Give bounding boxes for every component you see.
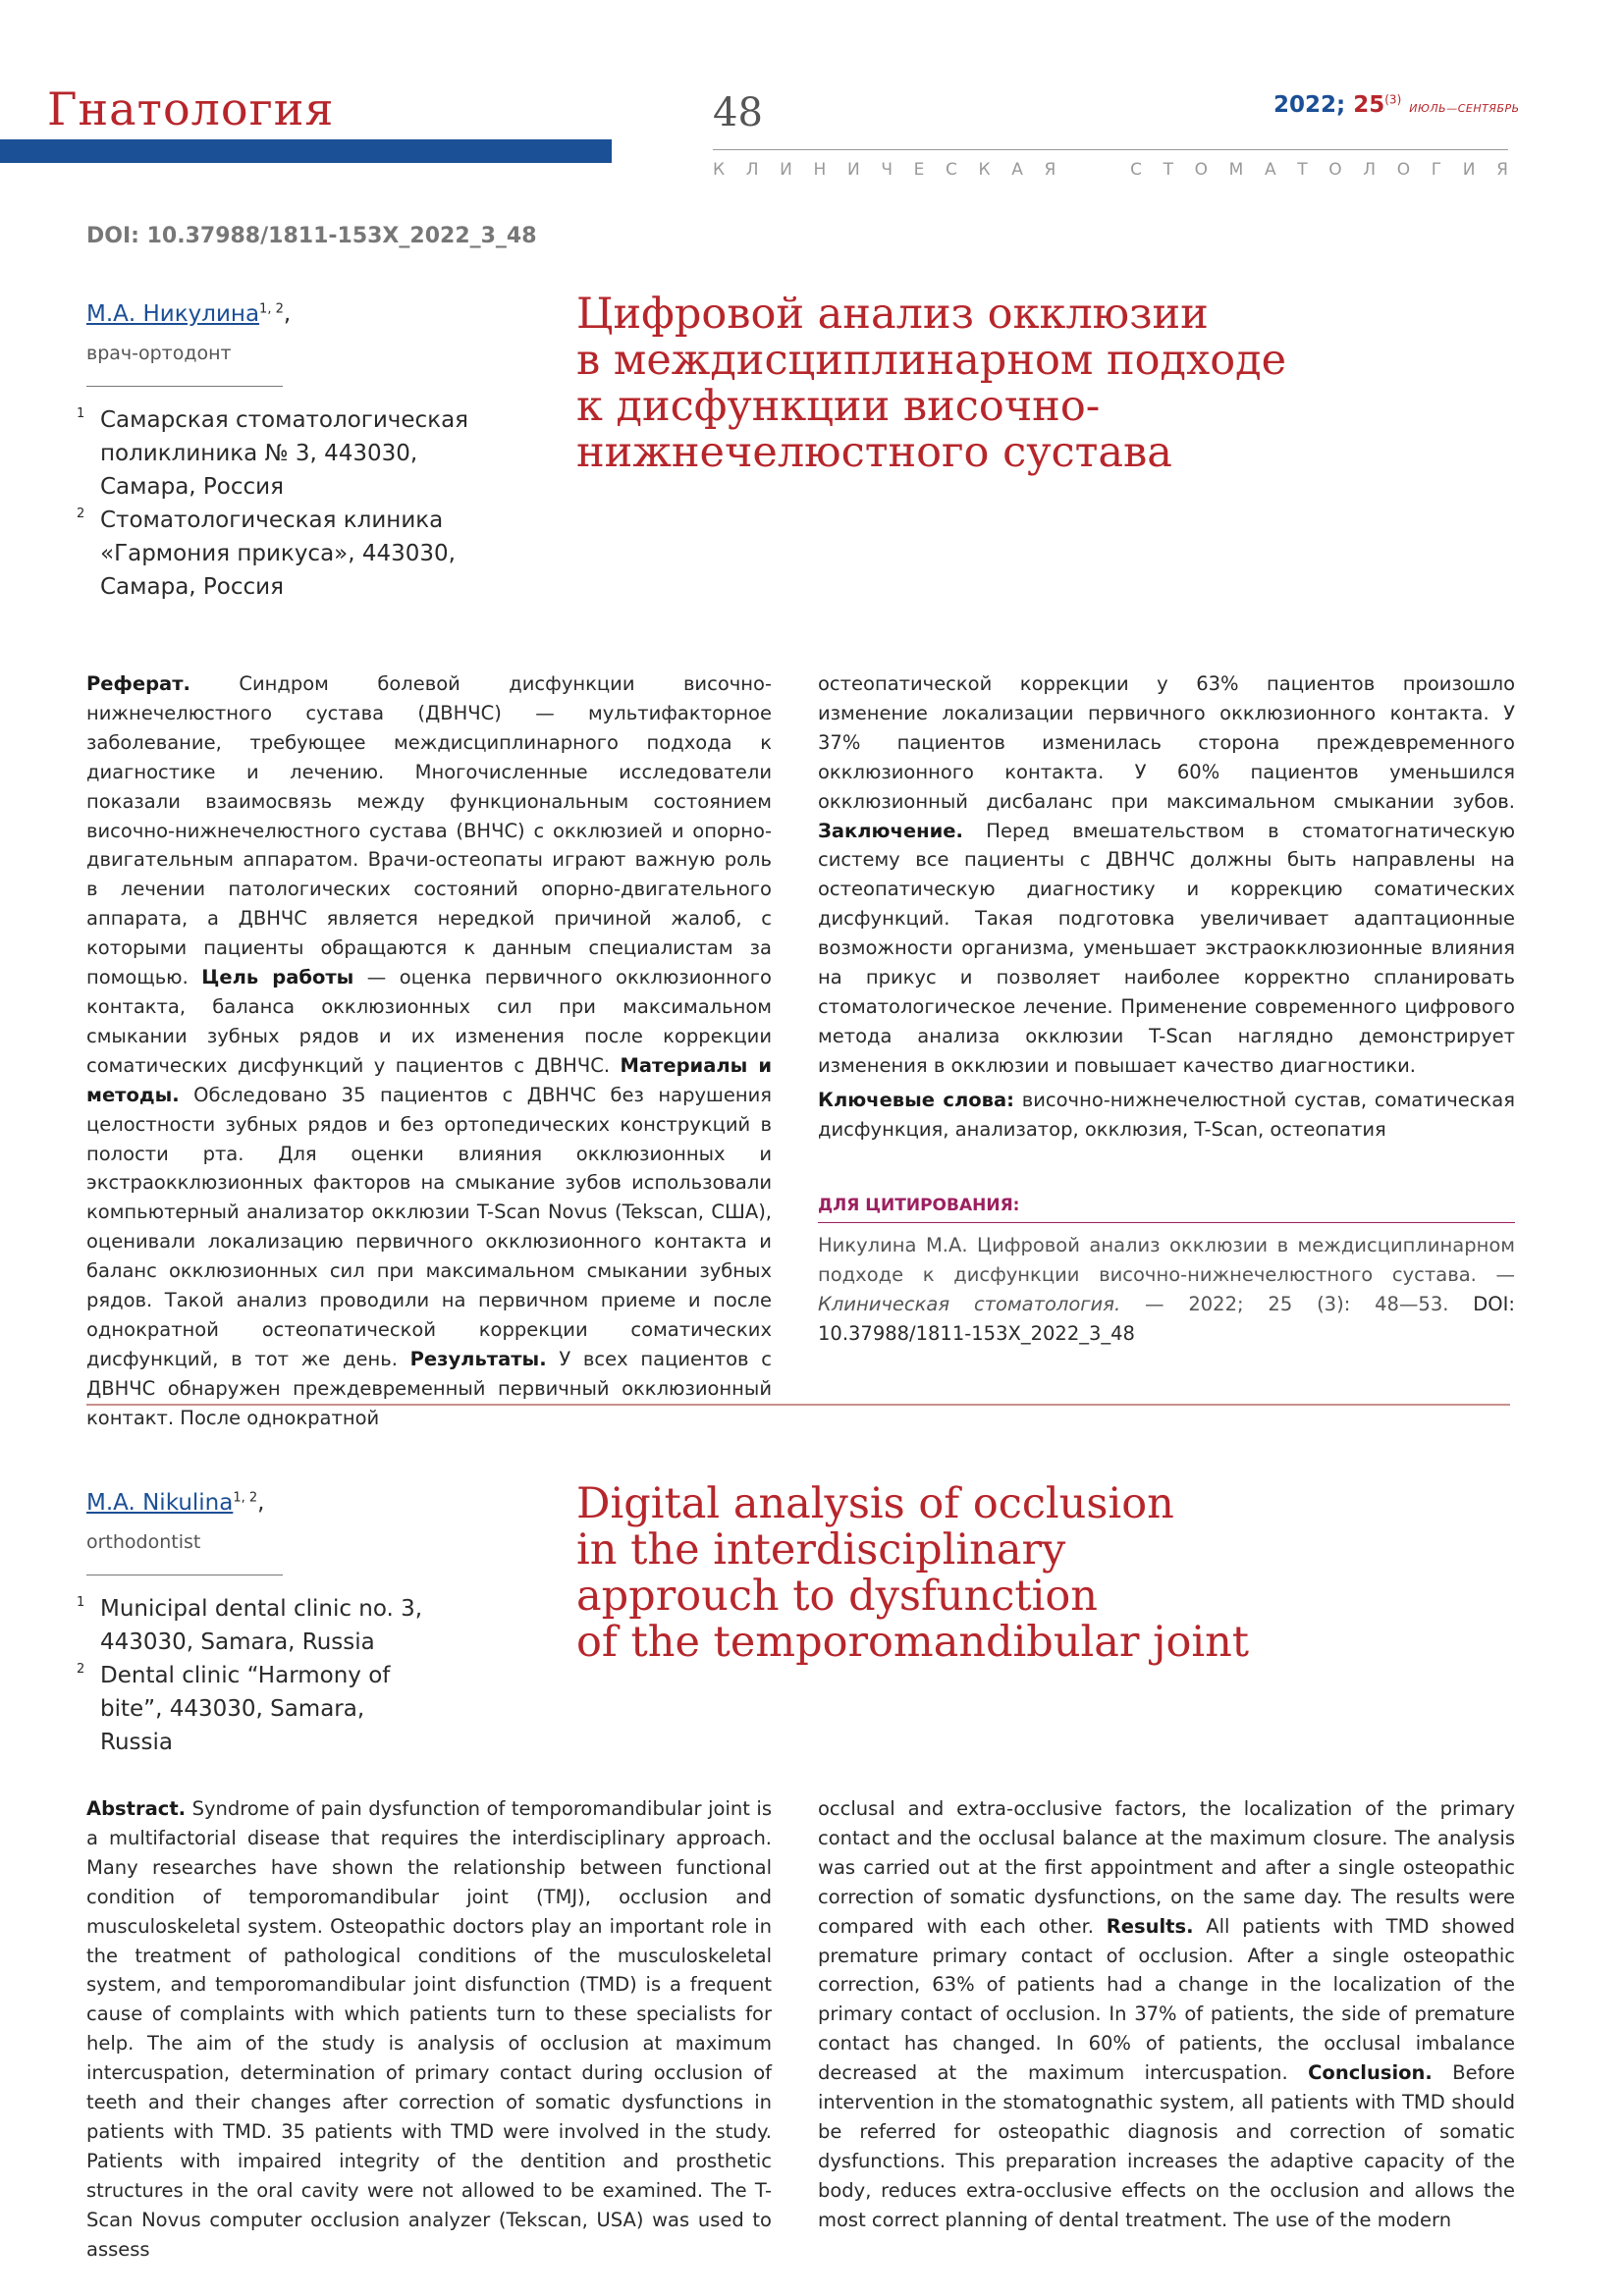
journal-letter: Е xyxy=(913,160,925,180)
journal-letter: М xyxy=(1228,160,1244,180)
header-rule xyxy=(713,149,1508,150)
journal-letter: Ч xyxy=(881,160,893,180)
journal-letter xyxy=(1077,160,1082,180)
journal-letter: О xyxy=(1328,160,1342,180)
ru-author-link[interactable]: М.А. Никулина xyxy=(86,301,260,327)
issue-year: 2022; xyxy=(1273,92,1346,118)
en-article-title xyxy=(576,1481,1519,1666)
ru-affiliation-2: 2 Стоматологическая клиника «Гармония прикуса», 443030, Самара, Россия xyxy=(77,507,456,600)
en-affiliation-1: 1 Municipal dental clinic no. 3, 443030, Samara, Russia xyxy=(77,1595,423,1655)
en-author-role: orthodontist xyxy=(86,1531,201,1553)
ru-affiliations xyxy=(77,403,469,604)
en-affiliations xyxy=(77,1592,430,1759)
journal-letter: С xyxy=(946,160,957,180)
page-number: 48 xyxy=(713,90,763,135)
journal-letter: О xyxy=(1396,160,1411,180)
ru-title-line: нижнечелюстного сустава xyxy=(576,428,1172,477)
citation-rule xyxy=(818,1222,1515,1223)
journal-letter: Т xyxy=(1297,160,1308,180)
journal-letter: Г xyxy=(1431,160,1442,180)
en-title-line: approuch to dysfunction xyxy=(576,1572,1098,1621)
en-author-link[interactable]: M.A. Nikulina xyxy=(86,1490,234,1516)
journal-letter: О xyxy=(1194,160,1208,180)
journal-letter: Я xyxy=(1496,160,1508,180)
ru-title-line: к дисфункции височно- xyxy=(576,382,1101,431)
ru-keywords: Ключевые слова: височно-нижнечелюстной сустав, соматическая дисфункция, анализатор, окклюзия, T-Scan, остеопатия xyxy=(818,1089,1515,1141)
section-color-bar xyxy=(0,139,612,163)
issue-volume: 25 xyxy=(1353,92,1385,118)
en-abstract-col-1: Abstract. Syndrome of pain dysfunction of temporomandibular joint is a multifactorial disease that requires the interdisciplinary approach. Many researches have shown the relationship between functional condition of temporomandibular joint (TMJ), occlusion and musculoskeletal system. Osteopathic doctors play an important role in the treatment of pathological conditions of the musculoskeletal system, and temporomandibular joint disfunction (TMD) is a frequent cause of complaints with which patients turn to these specialists for help. The aim of the study is analysis of occlusion at maximum intercuspation, determination of primary contact during occlusion of teeth and their changes after correction of somatic dysfunctions in patients with TMD. 35 patients with TMD were involved in the study. Patients with impaired integrity of the dentition and prosthetic structures in the oral cavity were not allowed to be examined. The T-Scan Novus computer occlusion analyzer (Tekscan, USA) was used to assess xyxy=(86,1797,772,2261)
ru-affiliation-1: 1 Самарская стоматологическая поликлиника № 3, 443030, Самара, Россия xyxy=(77,406,469,500)
journal-letter: К xyxy=(713,160,726,180)
issue-number: (3) xyxy=(1384,92,1402,107)
journal-letter: К xyxy=(978,160,991,180)
issue-info xyxy=(1273,92,1520,118)
journal-letter: Н xyxy=(813,160,827,180)
journal-letter: Л xyxy=(745,160,759,180)
journal-name xyxy=(713,160,1508,180)
journal-letter: Л xyxy=(1363,160,1377,180)
journal-letter: А xyxy=(1264,160,1276,180)
journal-letter: Я xyxy=(1044,160,1056,180)
ru-author-rule xyxy=(86,386,283,387)
citation-label: ДЛЯ ЦИТИРОВАНИЯ: xyxy=(818,1196,1020,1215)
citation-text: Никулина М.А. Цифровой анализ окклюзии в междисциплинарном подходе к дисфункции височно-нижнечелюстного сустава. — Клиническая стоматология. — 2022; 25 (3): 48—53. DOI: 10.37988/1811-153X_2022_3_48 xyxy=(818,1234,1515,1345)
ru-abstract-col-1: Реферат. Синдром болевой дисфункции височно-нижнечелюстного сустава (ДВНЧС) — мультифакторное заболевание, требующее междисциплинарного подхода к диагностике и лечению. Многочисленные исследователи показали взаимосвязь между функциональным состоянием височно-нижнечелюстного сустава (ВНЧС) с окклюзией и опорно-двигательным аппаратом. Врачи-остеопаты играют важную роль в лечении патологических состояний опорно-двигательного аппарата, а ДВНЧС является нередкой причиной жалоб, с которыми пациенты обращаются к данным специалистам за помощью. Цель работы — оценка первичного окклюзионного контакта, баланса окклюзионных сил при максимальном смыкании зубных рядов и их изменения после коррекции соматических дисфункций у пациентов с ДВНЧС. Материалы и методы. Обследовано 35 пациентов с ДВНЧС без нарушения целостности зубных рядов и без ортопедических конструкций в полости рта. Для оценки влияния окклюзионных и экстраокклюзионных факторов на смыкание зубов использовали компьютерный анализатор окклюзии T-Scan Novus (Tekscan, США), оценивали локализацию первичного окклюзионного контакта и баланс окклюзионных сил при максимальном смыкании зубных рядов. Такой анализ проводили на первичном приеме и после однократной остеопатической коррекции соматических дисфункций, в тот же день. Результаты. У всех пациентов с ДВНЧС обнаружен преждевременный первичный окклюзионный контакт. После однократной xyxy=(86,672,772,1429)
ru-title-line: Цифровой анализ окклюзии xyxy=(576,290,1209,339)
ru-abstract-col-2: остеопатической коррекции у 63% пациентов произошло изменение локализации первичного окклюзионного контакта. У 37% пациентов изменилась сторона преждевременного окклюзионного контакта. У 60% пациентов уменьшился окклюзионный дисбаланс при максимальном смыкании зубов. Заключение. Перед вмешательством в стоматогнатическую систему все пациенты с ДВНЧС должны быть направлены на остеопатическую диагностику и коррекцию соматических дисфункций. Такая подготовка увеличивает адаптационные возможности организма, уменьшает экстраокклюзионные влияния на прикус и позволяет наиболее корректно спланировать стоматологическое лечение. Применение современного цифрового метода анализа окклюзии T-Scan наглядно демонстрирует изменения в окклюзии и повышает качество диагностики. xyxy=(818,672,1515,1077)
journal-letter xyxy=(1104,160,1109,180)
journal-letter: А xyxy=(1011,160,1023,180)
journal-letter: И xyxy=(1462,160,1476,180)
en-abstract-col-2: occlusal and extra-occlusive factors, the localization of the primary contact and the occlusal balance at the maximum closure. The analysis was carried out at the first appointment and after a single osteopathic correction of somatic dysfunctions, on the same day. The results were compared with each other. Results. All patients with TMD showed premature primary contact of occlusion. After a single osteopathic correction, 63% of patients had a change in the localization of the primary contact of occlusion. In 37% of patients, the side of premature contact has changed. In 60% of patients, the occlusal imbalance decreased at the maximum intercuspation. Conclusion. Before intervention in the stomatognathic system, all patients with TMD should be referred for osteopathic diagnosis and correction of somatic dysfunctions. This preparation increases the adaptive capacity of the body, reduces extra-occlusive effects on the occlusion and allows the most correct planning of dental treatment. The use of the modern xyxy=(818,1797,1515,2231)
issue-months: ИЮЛЬ—СЕНТЯБРЬ xyxy=(1409,102,1520,115)
journal-letter: И xyxy=(846,160,860,180)
en-affiliation-2: 2 Dental clinic “Harmony of bite”, 443030, Samara, Russia xyxy=(77,1662,391,1755)
en-author: M.A. Nikulina$^{1, 2}$, xyxy=(86,1490,265,1516)
doi: DOI: 10.37988/1811-153X_2022_3_48 xyxy=(86,224,537,248)
ru-author: М.А. Никулина$^{1, 2}$, xyxy=(86,301,292,327)
section-name: Гнатология xyxy=(47,82,335,135)
ru-article-title xyxy=(576,292,1519,476)
language-separator xyxy=(86,1404,1510,1406)
journal-letter: И xyxy=(780,160,792,180)
journal-letter: Т xyxy=(1163,160,1173,180)
en-title-line: of the temporomandibular joint xyxy=(576,1618,1250,1667)
ru-author-role: врач-ортодонт xyxy=(86,343,232,364)
en-author-sup: 1, 2 xyxy=(233,1490,258,1506)
ru-author-sup: 1, 2 xyxy=(259,301,284,317)
en-title-line: in the interdisciplinary xyxy=(576,1525,1066,1575)
journal-letter: С xyxy=(1130,160,1142,180)
ru-title-line: в междисциплинарном подходе xyxy=(576,336,1287,385)
en-title-line: Digital analysis of occlusion xyxy=(576,1479,1174,1528)
